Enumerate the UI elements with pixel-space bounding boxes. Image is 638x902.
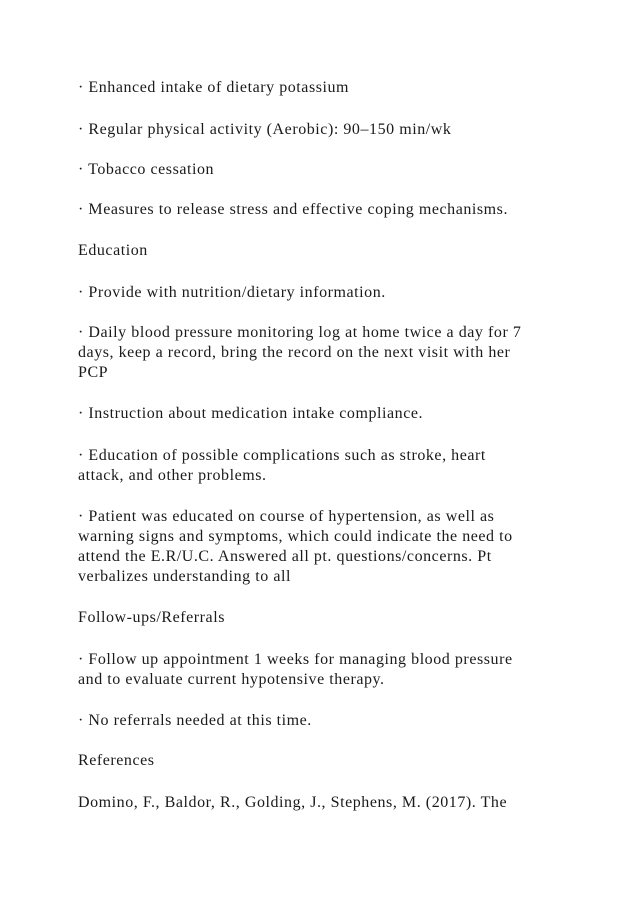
bullet-nutrition-info: · Provide with nutrition/dietary information.	[78, 284, 386, 301]
reference-entry: Domino, F., Baldor, R., Golding, J., Stephens, M. (2017). The	[78, 794, 508, 811]
bullet-bp-monitoring-line-1: · Daily blood pressure monitoring log at home twice a day for 7	[78, 324, 522, 341]
bullet-tobacco-cessation: · Tobacco cessation	[78, 161, 215, 178]
heading-references: References	[78, 752, 155, 769]
bullet-patient-educated-line-2: warning signs and symptoms, which could indicate the need to	[78, 528, 513, 545]
bullet-potassium: · Enhanced intake of dietary potassium	[78, 79, 350, 96]
bullet-bp-monitoring-line-3: PCP	[78, 364, 109, 381]
heading-follow-ups-referrals: Follow-ups/Referrals	[78, 609, 225, 626]
bullet-no-referrals: · No referrals needed at this time.	[78, 712, 312, 729]
bullet-patient-educated-line-3: attend the E.R/U.C. Answered all pt. questions/concerns. Pt	[78, 548, 492, 565]
bullet-patient-educated-line-1: · Patient was educated on course of hypertension, as well as	[78, 508, 495, 525]
bullet-bp-monitoring-line-2: days, keep a record, bring the record on the next visit with her	[78, 344, 511, 361]
bullet-follow-up-line-1: · Follow up appointment 1 weeks for managing blood pressure	[78, 651, 513, 668]
bullet-medication-compliance: · Instruction about medication intake compliance.	[78, 405, 424, 422]
bullet-stress-coping: · Measures to release stress and effective coping mechanisms.	[78, 201, 509, 218]
bullet-physical-activity: · Regular physical activity (Aerobic): 90–150 min/wk	[78, 121, 452, 138]
heading-education: Education	[78, 242, 148, 259]
bullet-patient-educated-line-4: verbalizes understanding to all	[78, 568, 291, 585]
bullet-complications-line-2: attack, and other problems.	[78, 467, 267, 484]
bullet-follow-up-line-2: and to evaluate current hypotensive therapy.	[78, 671, 385, 688]
bullet-complications-line-1: · Education of possible complications such as stroke, heart	[78, 447, 486, 464]
